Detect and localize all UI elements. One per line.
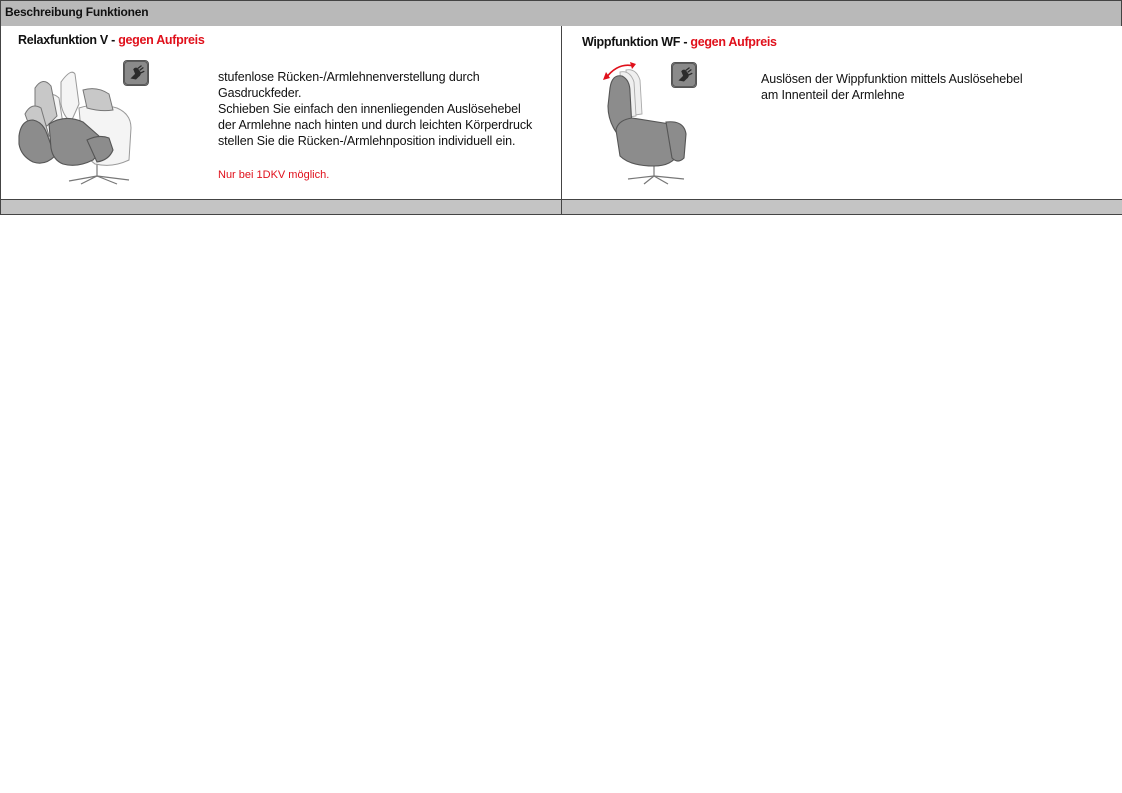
section-title: Beschreibung Funktionen bbox=[5, 5, 149, 19]
price-label: gegen Aufpreis bbox=[118, 33, 205, 47]
manual-lever-icon bbox=[123, 60, 149, 86]
description-line: der Armlehne nach hinten und durch leichten Körperdruck bbox=[218, 118, 533, 132]
section-header bbox=[0, 0, 1122, 27]
manual-lever-icon bbox=[671, 62, 697, 88]
function-title bbox=[582, 35, 777, 49]
function-sheet bbox=[0, 0, 1122, 216]
function-title bbox=[18, 33, 205, 47]
function-panel-relax bbox=[0, 26, 561, 200]
price-label: gegen Aufpreis bbox=[690, 35, 777, 49]
description-line: Auslösen der Wippfunktion mittels Auslösehebel bbox=[761, 72, 1023, 86]
function-name: Wippfunktion WF bbox=[582, 35, 681, 49]
reclining-chair-icon bbox=[13, 64, 138, 186]
description-line: Schieben Sie einfach den innenliegenden Auslösehebel bbox=[218, 102, 521, 116]
footer-cell bbox=[561, 200, 1122, 215]
description-line: am Innenteil der Armlehne bbox=[761, 88, 905, 102]
function-description bbox=[218, 69, 532, 149]
description-line: stellen Sie die Rücken-/Armlehnposition individuell ein. bbox=[218, 134, 516, 148]
title-separator: - bbox=[680, 35, 691, 49]
availability-note: Nur bei 1DKV möglich. bbox=[218, 169, 330, 181]
description-line: stufenlose Rücken-/Armlehnenverstellung durch bbox=[218, 70, 480, 84]
function-panel-rocking bbox=[561, 26, 1122, 200]
function-name: Relaxfunktion V bbox=[18, 33, 108, 47]
description-line: Gasdruckfeder. bbox=[218, 86, 302, 100]
function-description bbox=[761, 71, 1023, 103]
title-separator: - bbox=[107, 33, 119, 47]
footer-cell bbox=[0, 200, 561, 215]
